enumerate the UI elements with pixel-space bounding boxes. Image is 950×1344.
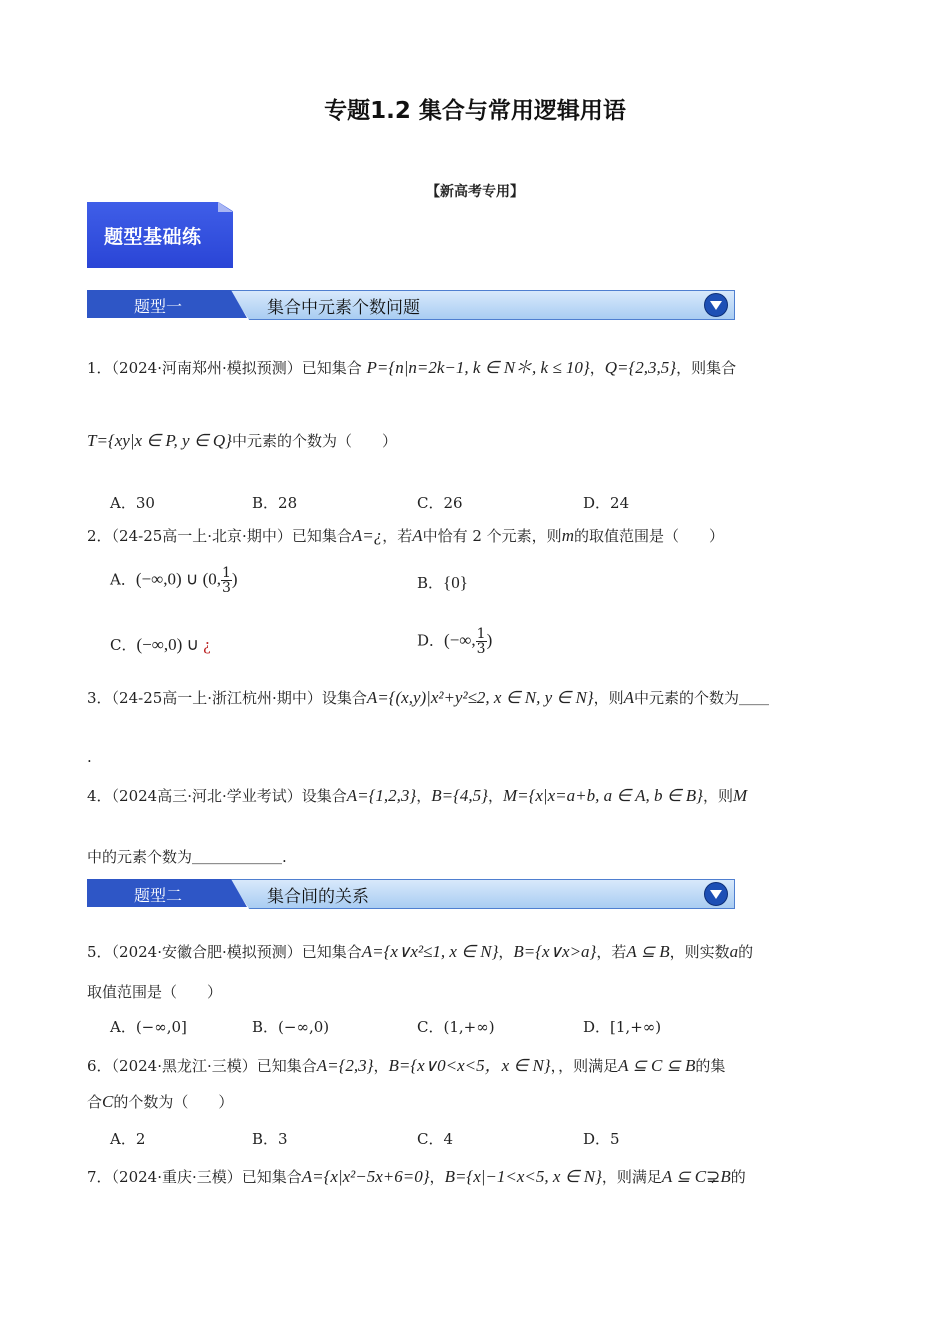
question-text: ，则满足 [601,1168,662,1186]
option-a[interactable] [110,566,238,595]
option-c[interactable]: C．26 [417,494,463,512]
fraction [476,627,487,656]
option-d[interactable] [417,627,492,656]
question-source: （2024·安徽合肥·模拟预测）已知集合 [111,943,362,961]
option-d[interactable]: D．5 [583,1130,620,1148]
question-source: （24-25高一上·北京·期中）已知集合 [111,527,352,545]
separator: ， [373,1057,389,1075]
option-c[interactable]: C．4 [417,1130,454,1148]
option-math: ) [486,630,493,650]
separator: ， [429,1168,445,1186]
option-label: C． [110,636,137,654]
symbol-a: A [412,526,423,545]
question-text: ，则实数 [669,943,730,961]
question-2-line-1 [87,525,724,546]
question-source: （2024·重庆·三模）已知集合 [111,1168,302,1186]
set-b: B={x∨0<x<5，x ∈ N} [388,1056,551,1075]
set-a: A=¿ [351,526,383,545]
question-1-line-2 [87,430,397,451]
option-label: B． [417,574,444,592]
question-6-line-2 [87,1091,233,1112]
question-text: 中元素的个数为 [634,689,740,707]
set-b: B={x∨x>a} [513,942,597,961]
separator: ， [416,787,432,805]
set-b: B={x|−1<x<5, x ∈ N} [444,1167,602,1186]
question-text: 的个数为（ ） [113,1093,234,1111]
option-math: (−∞,0) ∪ (0, [135,569,221,589]
condition: A ⊆ C ⊆ B [618,1056,696,1075]
set-m: M={x|x=a+b, a ∈ A, b ∈ B} [502,786,703,805]
set-t: T={xy|x ∈ P, y ∈ Q} [87,431,232,450]
question-text: 的集 [695,1057,726,1075]
question-text: ，则集合 [676,359,737,377]
proper-superset-symbol: ⊋ [706,1167,721,1186]
option-math: (−∞, [444,630,476,650]
question-4-line-1 [87,785,747,806]
option-b[interactable] [417,572,468,593]
fraction-denominator: 3 [221,580,231,596]
set-a: A={x|x²−5x+6=0} [301,1167,430,1186]
chevron-down-icon[interactable] [704,882,728,906]
section-tag: 题型一 [134,297,183,316]
question-number: 1． [87,359,112,377]
set-a: A={x∨x²≤1, x ∈ N} [361,942,499,961]
question-text: 的 [738,943,754,961]
question-source: （2024·河南郑州·模拟预测）已知集合 [111,359,362,377]
page-title: 专题1.2 集合与常用逻辑用语 [324,98,626,124]
question-text: 的取值范围是（ ） [573,527,724,545]
option-b[interactable]: B．(−∞,0) [252,1018,330,1036]
page-subtitle: 【新高考专用】 [426,184,524,200]
question-5-line-1 [87,941,753,962]
question-number: 2． [87,527,112,545]
option-math: (−∞,0) ∪ [136,635,204,654]
question-number: 3． [87,689,112,707]
symbol-a: a [729,942,739,961]
badge-fold-corner [218,202,233,212]
set-q: Q={2,3,5} [604,358,677,377]
question-number: 7． [87,1168,112,1186]
section-name: 集合中元素个数问题 [267,298,420,318]
chevron-down-icon[interactable] [704,293,728,317]
option-a[interactable]: A．(−∞,0] [110,1018,187,1036]
question-source: （24-25高一上·浙江杭州·期中）设集合 [111,689,367,707]
question-number: 5． [87,943,112,961]
separator: ， [498,943,514,961]
question-5-line-2: 取值范围是（ ） [87,983,223,1001]
option-math-error-glyph: ¿ [203,635,211,654]
option-c[interactable] [110,634,211,655]
question-text: 合 [87,1093,103,1111]
section-tag: 题型二 [134,886,183,905]
condition: A ⊆ C [661,1167,707,1186]
option-b[interactable]: B．3 [252,1130,288,1148]
question-source: （2024·黑龙江·三模）已知集合 [111,1057,317,1075]
practice-badge-label: 题型基础练 [104,226,202,248]
section-header-2 [87,879,737,911]
set-a: A={1,2,3} [346,786,417,805]
option-c[interactable]: C．(1,+∞) [417,1018,495,1036]
question-3-line-1 [87,687,769,708]
question-4-line-2: 中的元素个数为＿＿＿＿＿＿. [87,848,287,866]
set-a: A={(x,y)|x²+y²≤2, x ∈ N, y ∈ N} [366,688,594,707]
section-header-1 [87,290,737,322]
symbol-m: M [732,786,748,805]
question-text: 的 [730,1168,746,1186]
set-b: B={4,5} [431,786,488,805]
question-text: 中恰有 2 个元素，则 [422,527,562,545]
option-label: D． [417,631,445,650]
option-math: ) [231,569,238,589]
set-p: P={n|n=2k−1, k ∈ N＊, k ≤ 10} [366,358,590,377]
question-number: 4． [87,787,112,805]
set-a: A={2,3} [316,1056,374,1075]
option-math: {0} [443,573,468,592]
condition: A ⊆ B [626,942,670,961]
option-b[interactable]: B．28 [252,494,298,512]
symbol-m: m [561,526,574,545]
fraction-numerator: 1 [221,565,231,581]
question-text: ，若 [596,943,627,961]
symbol-c: C [102,1092,114,1111]
section-name: 集合间的关系 [267,887,369,907]
question-3-dot: . [87,748,92,766]
question-text: ，则 [593,689,624,707]
question-text: ，，则满足 [550,1057,619,1075]
question-1-line-1 [87,353,736,378]
question-source: （2024高三·河北·学业考试）设集合 [111,787,347,805]
option-label: A． [110,570,136,589]
fraction-numerator: 1 [476,626,486,642]
fraction [221,566,232,595]
separator: ， [589,359,605,377]
question-6-line-1 [87,1051,725,1076]
option-d[interactable]: D．[1,+∞) [583,1018,662,1036]
question-text: ，则 [702,787,733,805]
question-text: ，若 [382,527,413,545]
answer-blank[interactable]: ＿＿ [739,689,770,707]
symbol-a: A [623,688,634,707]
separator: ， [487,787,503,805]
option-a[interactable]: A．2 [110,1130,146,1148]
question-number: 6． [87,1057,112,1075]
option-a[interactable]: A．30 [110,494,155,512]
option-d[interactable]: D．24 [583,494,630,512]
fraction-denominator: 3 [476,641,486,657]
question-7-line-1 [87,1166,746,1187]
question-text: 中元素的个数为（ ） [231,432,397,450]
symbol-b: B [720,1167,731,1186]
